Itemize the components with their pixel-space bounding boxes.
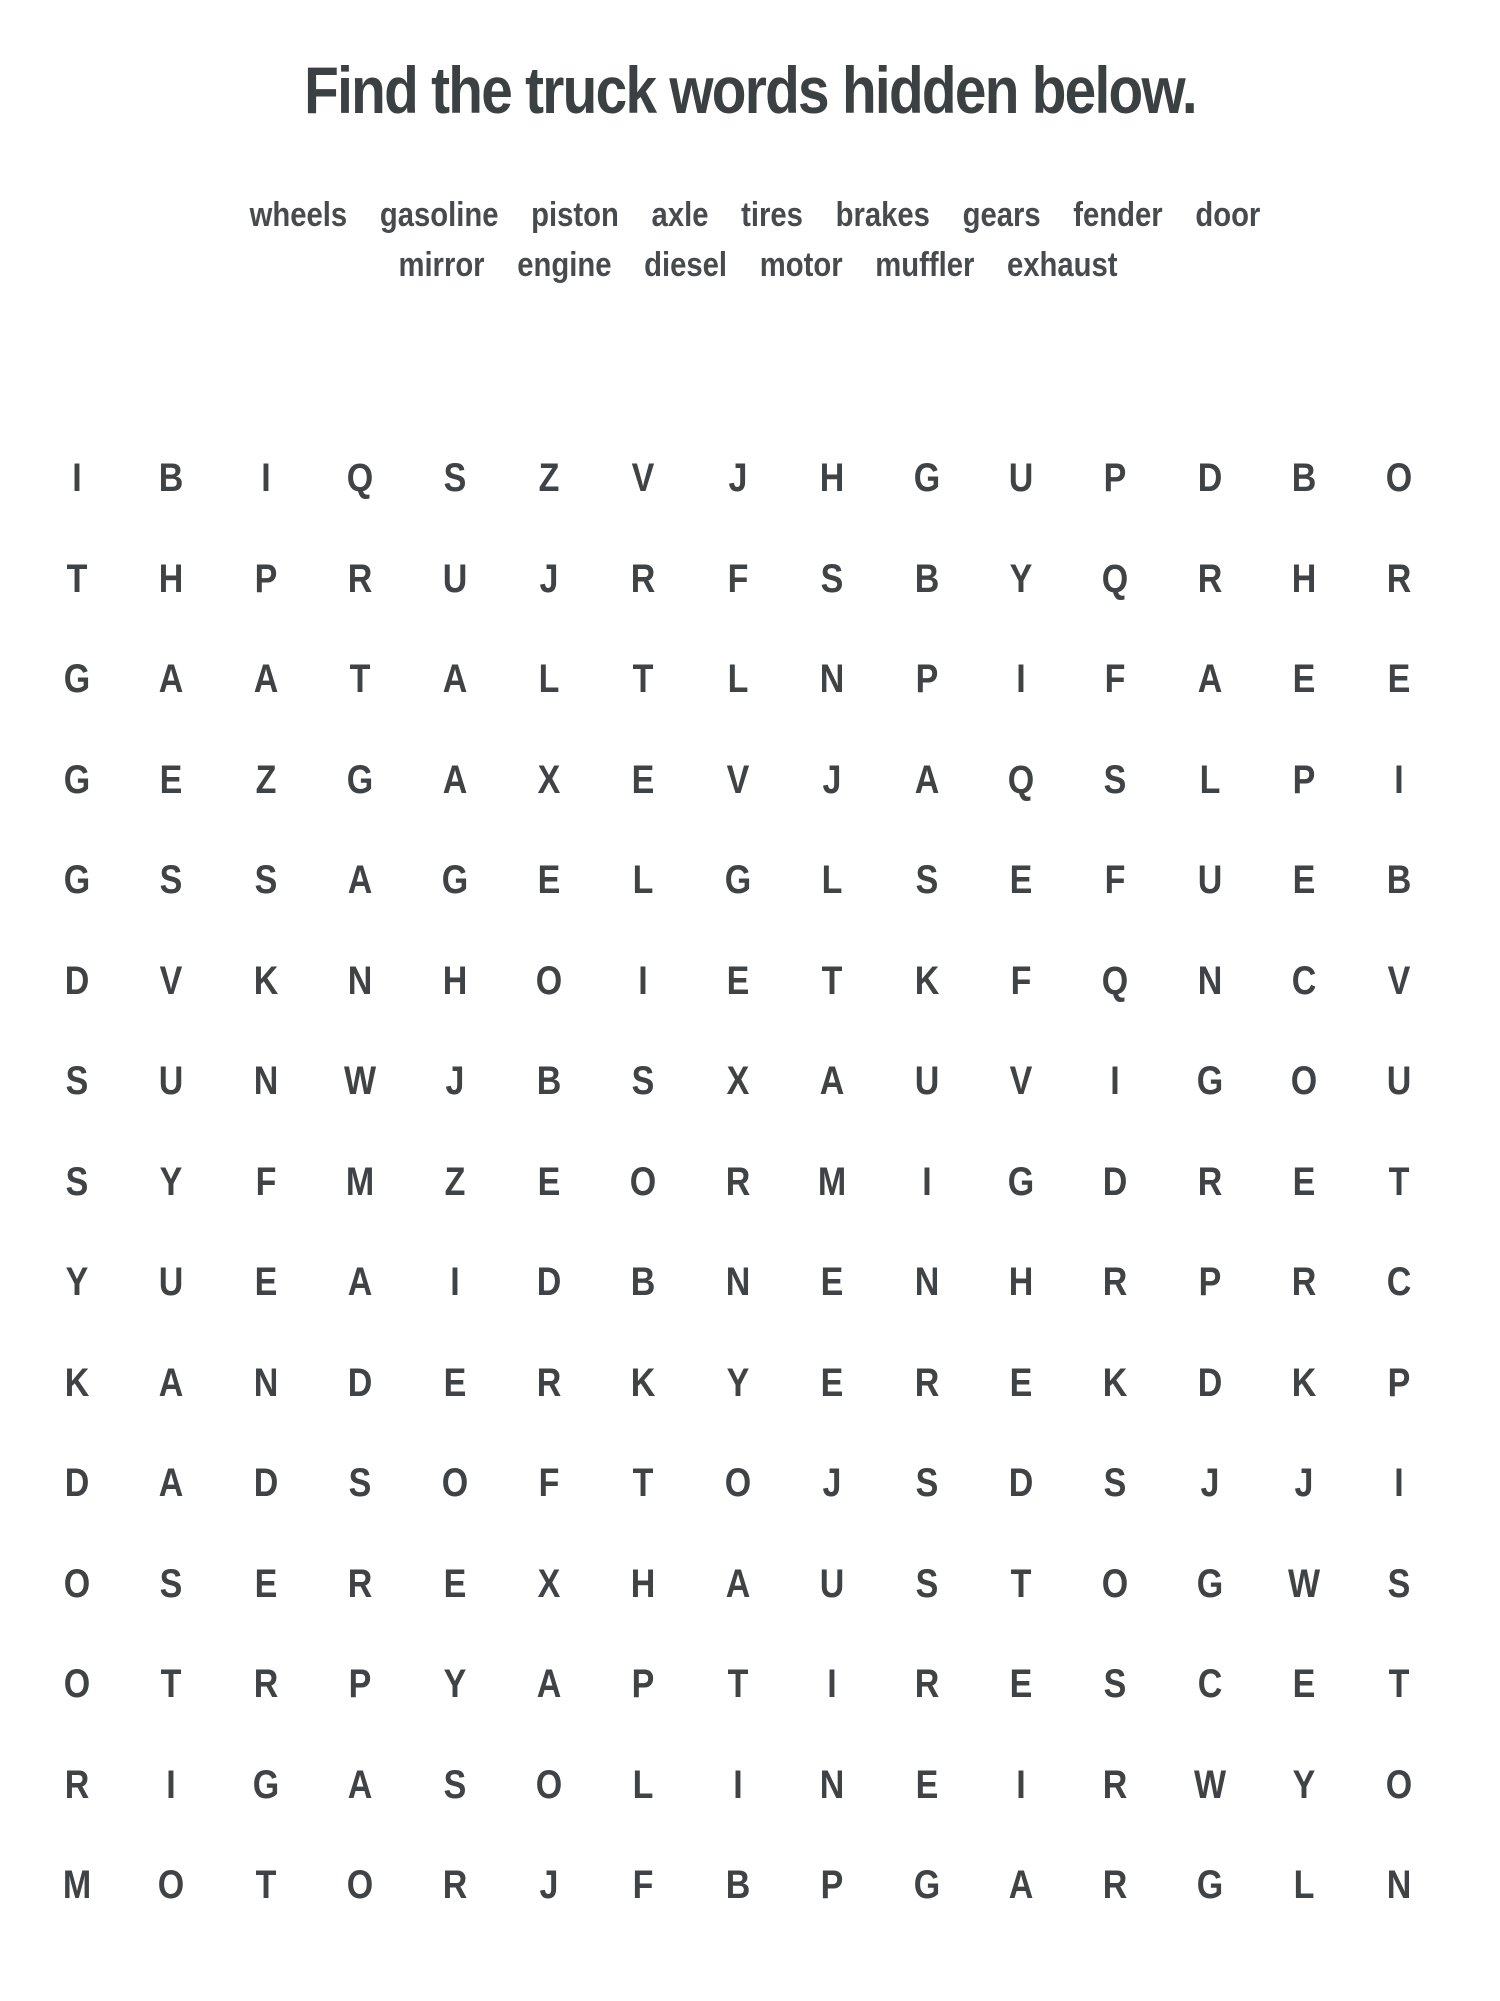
grid-letter: T xyxy=(66,556,88,601)
grid-letter: J xyxy=(539,1863,559,1907)
grid-letter: R xyxy=(253,1662,279,1706)
grid-letter: R xyxy=(347,1561,373,1606)
grid-letter: N xyxy=(819,1762,845,1807)
grid-letter: L xyxy=(1293,1863,1315,1907)
grid-letter: K xyxy=(1291,1360,1317,1405)
grid-letter: T xyxy=(349,657,371,701)
grid-letter: D xyxy=(536,1260,562,1304)
grid-letter: E xyxy=(537,858,561,902)
grid-letter: S xyxy=(65,1159,89,1204)
grid-letter: O xyxy=(535,958,563,1003)
grid-letter: R xyxy=(442,1863,467,1907)
grid-letter: V xyxy=(632,456,655,500)
grid-row xyxy=(0,1855,1500,1915)
grid-letter: D xyxy=(253,1461,279,1505)
grid-letter: U xyxy=(1197,858,1223,902)
grid-letter: K xyxy=(253,958,279,1003)
grid-letter: I xyxy=(733,1762,743,1807)
grid-letter: U xyxy=(159,1059,184,1103)
grid-letter: J xyxy=(1294,1461,1314,1505)
grid-letter: B xyxy=(725,1863,751,1907)
grid-letter: E xyxy=(1009,1662,1033,1706)
grid-letter: O xyxy=(63,1662,91,1706)
grid-letter: R xyxy=(914,1662,939,1706)
grid-letter: A xyxy=(1008,1863,1034,1907)
grid-letter: I xyxy=(166,1762,177,1807)
word-bank-word: muffler xyxy=(875,246,975,284)
word-bank-word: exhaust xyxy=(1007,246,1118,284)
grid-letter: P xyxy=(254,556,278,601)
grid-letter: S xyxy=(820,556,844,601)
grid-letter: G xyxy=(346,757,374,802)
grid-letter: F xyxy=(633,1863,654,1907)
grid-letter: O xyxy=(346,1863,374,1907)
grid-letter: M xyxy=(346,1159,375,1204)
grid-letter: N xyxy=(725,1260,751,1304)
grid-letter: R xyxy=(347,556,373,601)
grid-letter: S xyxy=(160,1561,183,1606)
grid-letter: G xyxy=(913,1863,940,1907)
grid-letter: A xyxy=(819,1059,845,1103)
grid-letter: Z xyxy=(444,1159,465,1204)
grid-letter: J xyxy=(539,556,559,601)
grid-letter: S xyxy=(1104,1662,1127,1706)
grid-row xyxy=(0,1654,1500,1714)
grid-letter: L xyxy=(821,858,843,902)
grid-letter: G xyxy=(63,858,91,902)
grid-letter: W xyxy=(1288,1561,1321,1606)
grid-letter: T xyxy=(161,1662,182,1706)
grid-letter: R xyxy=(1386,556,1411,601)
grid-letter: Y xyxy=(1009,556,1033,601)
grid-letter: B xyxy=(159,456,184,500)
grid-letter: R xyxy=(64,1762,90,1807)
grid-letter: A xyxy=(442,757,467,802)
grid-letter: G xyxy=(252,1762,280,1807)
grid-letter: E xyxy=(254,1260,278,1304)
grid-letter: E xyxy=(1292,858,1316,902)
grid-letter: A xyxy=(914,757,939,802)
grid-letter: J xyxy=(445,1059,465,1103)
grid-letter: A xyxy=(253,657,279,701)
grid-letter: A xyxy=(159,1461,184,1505)
grid-letter: O xyxy=(1102,1561,1129,1606)
grid-row xyxy=(0,850,1500,910)
word-bank-word: gasoline xyxy=(379,196,499,234)
grid-letter: O xyxy=(1290,1059,1318,1103)
grid-letter: O xyxy=(441,1461,468,1505)
grid-letter: P xyxy=(1292,757,1316,802)
grid-letter: I xyxy=(1016,1762,1026,1807)
grid-letter: Y xyxy=(65,1260,89,1304)
grid-letter: R xyxy=(1291,1260,1317,1304)
grid-letter: I xyxy=(638,958,649,1003)
grid-letter: U xyxy=(1008,456,1034,500)
grid-letter: Q xyxy=(1102,556,1129,601)
grid-letter: C xyxy=(1386,1260,1411,1304)
grid-letter: A xyxy=(1197,657,1223,701)
grid-letter: S xyxy=(1104,1461,1127,1505)
grid-letter: U xyxy=(819,1561,845,1606)
grid-letter: K xyxy=(631,1360,656,1405)
grid-letter: E xyxy=(1387,657,1410,701)
grid-row xyxy=(0,1453,1500,1513)
word-bank-row-2 xyxy=(120,240,1396,290)
word-bank-word: motor xyxy=(759,246,843,284)
grid-letter: T xyxy=(633,657,654,701)
grid-letter: G xyxy=(913,456,940,500)
grid-letter: X xyxy=(726,1059,750,1103)
grid-letter: H xyxy=(159,556,184,601)
grid-letter: F xyxy=(538,1461,560,1505)
grid-letter: R xyxy=(1103,1762,1128,1807)
grid-letter: R xyxy=(1103,1260,1128,1304)
grid-letter: G xyxy=(1196,1561,1224,1606)
grid-letter: V xyxy=(160,958,183,1003)
grid-letter: P xyxy=(1104,456,1127,500)
grid-letter: O xyxy=(1385,456,1412,500)
grid-letter: W xyxy=(344,1059,377,1103)
grid-row xyxy=(0,750,1500,810)
grid-letter: T xyxy=(1388,1159,1409,1204)
grid-letter: D xyxy=(1197,456,1223,500)
grid-letter: Y xyxy=(1292,1762,1316,1807)
grid-letter: V xyxy=(726,757,750,802)
grid-letter: I xyxy=(1110,1059,1121,1103)
grid-letter: K xyxy=(1103,1360,1128,1405)
grid-letter: I xyxy=(1393,757,1404,802)
grid-letter: Q xyxy=(346,456,374,500)
grid-letter: S xyxy=(632,1059,655,1103)
grid-letter: F xyxy=(727,556,749,601)
grid-letter: I xyxy=(261,456,271,500)
grid-letter: T xyxy=(821,958,843,1003)
grid-letter: H xyxy=(631,1561,656,1606)
grid-letter: N xyxy=(253,1059,279,1103)
grid-letter: D xyxy=(64,1461,90,1505)
grid-row xyxy=(0,549,1500,609)
grid-letter: E xyxy=(1292,657,1316,701)
grid-letter: B xyxy=(536,1059,562,1103)
grid-letter: I xyxy=(1393,1461,1404,1505)
grid-letter: L xyxy=(538,657,560,701)
grid-letter: S xyxy=(1387,1561,1410,1606)
grid-letter: F xyxy=(1105,657,1126,701)
grid-letter: E xyxy=(1009,858,1033,902)
word-bank-word: brakes xyxy=(835,196,930,234)
grid-letter: A xyxy=(536,1662,562,1706)
grid-letter: B xyxy=(1291,456,1317,500)
grid-letter: X xyxy=(537,757,561,802)
grid-letter: N xyxy=(1386,1863,1411,1907)
word-bank xyxy=(0,190,1500,290)
grid-letter: F xyxy=(255,1159,277,1204)
grid-row xyxy=(0,1554,1500,1614)
grid-letter: O xyxy=(724,1461,752,1505)
word-bank-row-1 xyxy=(114,190,1395,240)
grid-letter: C xyxy=(1291,958,1317,1003)
grid-letter: K xyxy=(64,1360,90,1405)
grid-letter: A xyxy=(347,1260,373,1304)
grid-row xyxy=(0,1152,1500,1212)
grid-letter: G xyxy=(63,657,91,701)
grid-letter: S xyxy=(65,1059,89,1103)
grid-letter: O xyxy=(63,1561,91,1606)
grid-letter: S xyxy=(348,1461,372,1505)
grid-letter: U xyxy=(442,556,467,601)
grid-letter: S xyxy=(915,1561,938,1606)
grid-letter: P xyxy=(915,657,938,701)
grid-letter: I xyxy=(827,1662,837,1706)
grid-letter: K xyxy=(914,958,939,1003)
grid-letter: O xyxy=(1385,1762,1412,1807)
grid-letter: S xyxy=(915,858,938,902)
grid-letter: Z xyxy=(538,456,560,500)
grid-letter: F xyxy=(1105,858,1126,902)
grid-row xyxy=(0,448,1500,508)
grid-letter: R xyxy=(914,1360,939,1405)
grid-letter: E xyxy=(820,1360,844,1405)
grid-letter: J xyxy=(822,1461,842,1505)
grid-row xyxy=(0,1353,1500,1413)
grid-letter: E xyxy=(915,1762,938,1807)
word-bank-word: piston xyxy=(531,196,619,234)
grid-letter: J xyxy=(1200,1461,1220,1505)
grid-letter: E xyxy=(443,1561,466,1606)
grid-letter: S xyxy=(254,858,278,902)
grid-row xyxy=(0,649,1500,709)
grid-letter: H xyxy=(819,456,845,500)
grid-letter: O xyxy=(158,1863,185,1907)
word-bank-word: engine xyxy=(517,246,612,284)
grid-letter: R xyxy=(1103,1863,1128,1907)
grid-letter: H xyxy=(442,958,467,1003)
word-bank-word: wheels xyxy=(249,196,348,234)
grid-letter: V xyxy=(1009,1059,1033,1103)
grid-letter: M xyxy=(62,1863,92,1907)
word-bank-word: tires xyxy=(741,196,803,234)
grid-letter: D xyxy=(1197,1360,1223,1405)
grid-letter: A xyxy=(725,1561,751,1606)
grid-letter: E xyxy=(1292,1662,1316,1706)
word-bank-word: fender xyxy=(1073,196,1163,234)
page-title: Find the truck words hidden below. xyxy=(304,53,1196,127)
grid-letter: R xyxy=(631,556,656,601)
word-bank-word: axle xyxy=(651,196,709,234)
grid-row xyxy=(0,1252,1500,1312)
grid-letter: N xyxy=(347,958,373,1003)
grid-letter: I xyxy=(72,456,82,500)
grid-letter: E xyxy=(537,1159,561,1204)
grid-letter: R xyxy=(1197,1159,1223,1204)
grid-letter: M xyxy=(818,1159,847,1204)
grid-letter: B xyxy=(631,1260,656,1304)
grid-letter: E xyxy=(254,1561,278,1606)
grid-letter: U xyxy=(1386,1059,1411,1103)
grid-row xyxy=(0,1755,1500,1815)
grid-letter: H xyxy=(1291,556,1317,601)
grid-letter: Z xyxy=(255,757,277,802)
grid-letter: L xyxy=(727,657,749,701)
grid-letter: P xyxy=(632,1662,655,1706)
grid-letter: A xyxy=(442,657,467,701)
grid-letter: D xyxy=(1008,1461,1034,1505)
grid-letter: L xyxy=(1199,757,1221,802)
grid-letter: J xyxy=(822,757,842,802)
grid-letter: P xyxy=(1198,1260,1222,1304)
grid-letter: D xyxy=(347,1360,373,1405)
grid-letter: P xyxy=(820,1863,844,1907)
grid-letter: G xyxy=(724,858,752,902)
word-bank-word: diesel xyxy=(644,246,728,284)
grid-letter: G xyxy=(1196,1059,1224,1103)
grid-letter: S xyxy=(443,456,466,500)
grid-letter: G xyxy=(441,858,468,902)
grid-letter: N xyxy=(253,1360,279,1405)
grid-letter: E xyxy=(632,757,655,802)
grid-letter: J xyxy=(728,456,748,500)
grid-letter: S xyxy=(160,858,183,902)
grid-letter: P xyxy=(1387,1360,1410,1405)
grid-letter: T xyxy=(1388,1662,1409,1706)
grid-letter: G xyxy=(63,757,91,802)
grid-letter: N xyxy=(1197,958,1223,1003)
grid-letter: E xyxy=(160,757,183,802)
grid-letter: N xyxy=(914,1260,939,1304)
grid-letter: T xyxy=(255,1863,277,1907)
grid-letter: N xyxy=(819,657,845,701)
grid-letter: C xyxy=(1197,1662,1223,1706)
grid-letter: Y xyxy=(160,1159,183,1204)
grid-letter: E xyxy=(726,958,750,1003)
grid-letter: D xyxy=(1103,1159,1128,1204)
grid-letter: S xyxy=(915,1461,938,1505)
grid-letter: L xyxy=(633,858,654,902)
grid-letter: I xyxy=(1016,657,1026,701)
grid-letter: T xyxy=(633,1461,654,1505)
grid-row xyxy=(0,951,1500,1011)
grid-letter: B xyxy=(1386,858,1411,902)
grid-letter: Y xyxy=(726,1360,750,1405)
grid-letter: P xyxy=(348,1662,372,1706)
grid-letter: U xyxy=(159,1260,184,1304)
word-bank-word: mirror xyxy=(398,246,485,284)
grid-letter: F xyxy=(1010,958,1032,1003)
grid-letter: A xyxy=(159,657,184,701)
grid-letter: R xyxy=(1197,556,1223,601)
grid-letter: X xyxy=(537,1561,561,1606)
grid-letter: R xyxy=(725,1159,751,1204)
grid-letter: I xyxy=(921,1159,932,1204)
grid-letter: O xyxy=(630,1159,657,1204)
grid-letter: D xyxy=(64,958,90,1003)
word-bank-word: gears xyxy=(962,196,1041,234)
grid-letter: R xyxy=(536,1360,562,1405)
grid-letter: W xyxy=(1193,1762,1226,1807)
grid-letter: E xyxy=(1292,1159,1316,1204)
grid-letter: S xyxy=(1104,757,1127,802)
grid-letter: A xyxy=(347,858,373,902)
grid-letter: G xyxy=(1007,1159,1035,1204)
grid-letter: Q xyxy=(1102,958,1129,1003)
grid-letter: T xyxy=(727,1662,749,1706)
grid-letter: U xyxy=(914,1059,939,1103)
word-search-grid xyxy=(0,448,1500,1948)
grid-letter: G xyxy=(1196,1863,1224,1907)
grid-row xyxy=(0,1051,1500,1111)
grid-letter: H xyxy=(1008,1260,1034,1304)
grid-letter: E xyxy=(1009,1360,1033,1405)
grid-letter: T xyxy=(1010,1561,1032,1606)
grid-letter: V xyxy=(1387,958,1410,1003)
grid-letter: Q xyxy=(1007,757,1035,802)
grid-letter: Y xyxy=(443,1662,466,1706)
grid-letter: E xyxy=(820,1260,844,1304)
grid-letter: L xyxy=(633,1762,654,1807)
grid-letter: I xyxy=(449,1260,460,1304)
word-bank-word: door xyxy=(1195,196,1261,234)
grid-letter: A xyxy=(159,1360,184,1405)
grid-letter: B xyxy=(914,556,939,601)
grid-letter: O xyxy=(535,1762,563,1807)
grid-letter: E xyxy=(443,1360,466,1405)
grid-letter: S xyxy=(443,1762,466,1807)
grid-letter: A xyxy=(347,1762,373,1807)
